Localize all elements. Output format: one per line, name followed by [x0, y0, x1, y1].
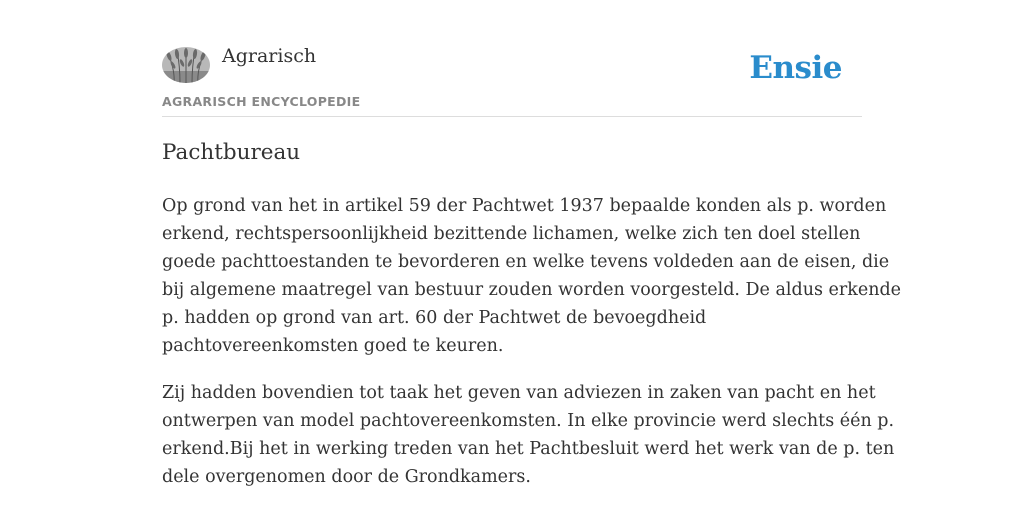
source-subtitle[interactable]: AGRARISCH ENCYCLOPEDIE: [162, 94, 361, 109]
page: [162, 0, 902, 512]
paragraph-line: dele overgenomen door de Grondkamers.: [162, 467, 531, 487]
paragraph-line: pachtovereenkomsten goed te keuren.: [162, 336, 504, 356]
ensie-brand-logo[interactable]: Ensie: [749, 50, 842, 86]
paragraph-line: Zij hadden bovendien tot taak het geven van adviezen in zaken van pacht en het: [162, 383, 876, 403]
source-name[interactable]: Agrarisch: [222, 45, 317, 67]
page-title: Pachtbureau: [162, 140, 301, 165]
article-paragraph: [162, 192, 902, 360]
wheat-logo-icon[interactable]: [162, 47, 210, 83]
paragraph-line: bij algemene maatregel van bestuur zouden worden voorgesteld. De aldus erkende: [162, 280, 902, 300]
article-body: [162, 192, 902, 510]
article-paragraph: [162, 379, 895, 491]
paragraph-line: Op grond van het in artikel 59 der Pachtwet 1937 bepaalde konden als p. worden: [162, 196, 887, 216]
paragraph-line: erkend, rechtspersoonlijkheid bezittende lichamen, welke zich ten doel stellen: [162, 224, 861, 244]
paragraph-line: erkend.Bij het in werking treden van het Pachtbesluit werd het werk van de p. ten: [162, 439, 895, 459]
header: [162, 0, 862, 117]
paragraph-line: ontwerpen van model pachtovereenkomsten. In elke provincie werd slechts één p.: [162, 411, 895, 431]
paragraph-line: p. hadden op grond van art. 60 der Pachtwet de bevoegdheid: [162, 308, 707, 328]
paragraph-line: goede pachttoestanden te bevorderen en welke tevens voldeden aan de eisen, die: [162, 252, 890, 272]
